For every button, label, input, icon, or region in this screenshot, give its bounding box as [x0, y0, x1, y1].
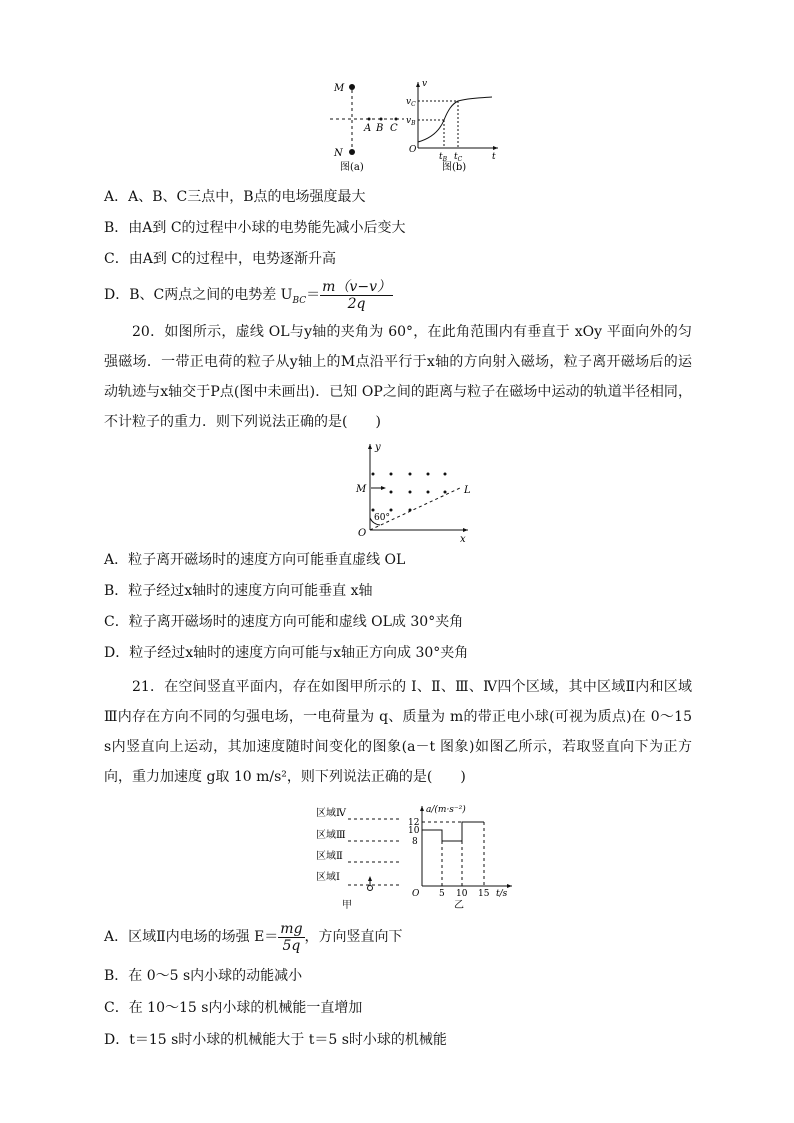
axis-v: v — [422, 79, 428, 89]
axis-t-label: t/s — [496, 889, 508, 899]
label-tC: t — [454, 152, 458, 162]
q20-stem-text: 20．如图所示，虚线 OL与y轴的夹角为 60°，在此角范围内有垂直于 xOy 平面向外的匀强磁场．一带正电荷的粒子从y轴上的M点沿平行于x轴的方向射入磁场，粒子离开磁场后的运动轨迹与x轴交于P点(图中未画出)．已知 OP之间的距离与粒子在磁场中运动的轨道半径相同，不计粒子的重力．则下列说法正确的是( ) — [104, 324, 692, 430]
q19-option-d — [104, 278, 393, 318]
label-O: O — [358, 528, 367, 539]
q21-a-den: 5q — [282, 937, 301, 954]
q19-d-den: 2q — [347, 295, 366, 312]
tick-15: 15 — [478, 889, 490, 899]
axis-t: t — [492, 152, 496, 162]
label-A: A — [364, 123, 372, 134]
region-3-label: 区域Ⅲ — [316, 830, 346, 841]
label-vB-sub: B — [411, 120, 416, 127]
label-B: B — [376, 123, 384, 134]
q19-option-c: C．由A到 C的过程中，电势逐渐升高 — [104, 251, 336, 267]
label-C: C — [390, 123, 398, 134]
caption-b: 图(b) — [442, 162, 467, 173]
axis-a-label: a/(m·s⁻²) — [426, 805, 466, 815]
q21-a-prefix: A．区域Ⅱ内电场的场强 E＝ — [104, 929, 279, 945]
q20-option-b: B．粒子经过x轴时的速度方向可能垂直 x轴 — [104, 583, 373, 599]
q20-stem — [104, 317, 692, 437]
figure-yi — [404, 800, 522, 912]
svg-text:vB — [406, 116, 416, 127]
caption-jia: 甲 — [342, 900, 352, 911]
label-O: O — [412, 889, 420, 899]
q19-d-num: m（v−v） — [322, 278, 391, 295]
label-N: N — [334, 148, 343, 159]
region-4-label: 区域Ⅳ — [316, 808, 346, 819]
q21-option-a — [104, 920, 403, 954]
figure-jia — [314, 800, 410, 912]
figure-a — [320, 76, 410, 176]
tick-10x: 10 — [456, 889, 468, 899]
q20-option-a: A．粒子离开磁场时的速度方向可能垂直虚线 OL — [104, 552, 406, 568]
figure-b — [406, 76, 502, 176]
label-tB-sub: B — [442, 156, 448, 163]
q21-option-c: C．在 10～15 s内小球的机械能一直增加 — [104, 1000, 363, 1016]
q21-a-num: mg — [280, 920, 303, 937]
q19-d-prefix: D．B、C两点之间的电势差 U — [104, 287, 293, 303]
label-angle: 60° — [374, 513, 390, 523]
label-vC: v — [406, 97, 412, 107]
axis-y: y — [375, 442, 381, 453]
q21-stem — [104, 672, 692, 792]
q20-option-c: C．粒子离开磁场时的速度方向可能和虚线 OL成 30°夹角 — [104, 614, 464, 630]
q21-stem-text: 21．在空间竖直平面内，存在如图甲所示的 Ⅰ、Ⅱ、Ⅲ、Ⅳ四个区域，其中区域Ⅱ内和区域Ⅲ内存在方向不同的匀强电场，一电荷量为 q、质量为 m的带正电小球(可视为质点)在 0～15 s内竖直向上运动，其加速度随时间变化的图象(a－t 图象)如图乙所示，若取竖直向下为正方向，重力加速度 g取 10 m/s²，则下列说法正确的是( ) — [104, 679, 692, 785]
q21-option-b: B．在 0～5 s内小球的动能减小 — [104, 968, 303, 984]
axis-x: x — [460, 534, 466, 544]
q21-a-fraction — [278, 921, 304, 954]
label-tC-sub: C — [457, 156, 463, 163]
q19-d-eq: ＝ — [306, 287, 321, 303]
q19-option-a: A．A、B、C三点中，B点的电场强度最大 — [104, 189, 366, 205]
q21-a-suffix: ，方向竖直向下 — [304, 929, 403, 945]
q20-option-d: D．粒子经过x轴时的速度方向可能与x轴正方向成 30°夹角 — [104, 645, 469, 661]
label-vC-sub: C — [411, 101, 416, 108]
label-M: M — [356, 484, 367, 495]
caption-yi: 乙 — [454, 900, 464, 911]
q19-option-b: B．由A到 C的过程中小球的电势能先减小后变大 — [104, 220, 406, 236]
tick-12: 12 — [408, 818, 420, 828]
svg-text:vC — [406, 97, 416, 108]
label-vB: v — [406, 116, 412, 126]
q21-option-d: D．t＝15 s时小球的机械能大于 t＝5 s时小球的机械能 — [104, 1032, 447, 1048]
label-M: M — [334, 83, 345, 94]
tick-5: 5 — [439, 889, 445, 899]
label-L: L — [464, 485, 471, 496]
tick-10: 10 — [408, 826, 420, 836]
label-origin: O — [409, 145, 417, 155]
region-2-label: 区域Ⅱ — [316, 851, 343, 862]
region-1-label: 区域Ⅰ — [316, 872, 340, 883]
tick-8: 8 — [412, 837, 418, 847]
q19-d-sub: BC — [292, 295, 307, 306]
figure-q20 — [338, 438, 478, 544]
q19-d-fraction — [320, 279, 393, 312]
caption-a: 图(a) — [340, 162, 364, 173]
label-tB: t — [439, 152, 443, 162]
